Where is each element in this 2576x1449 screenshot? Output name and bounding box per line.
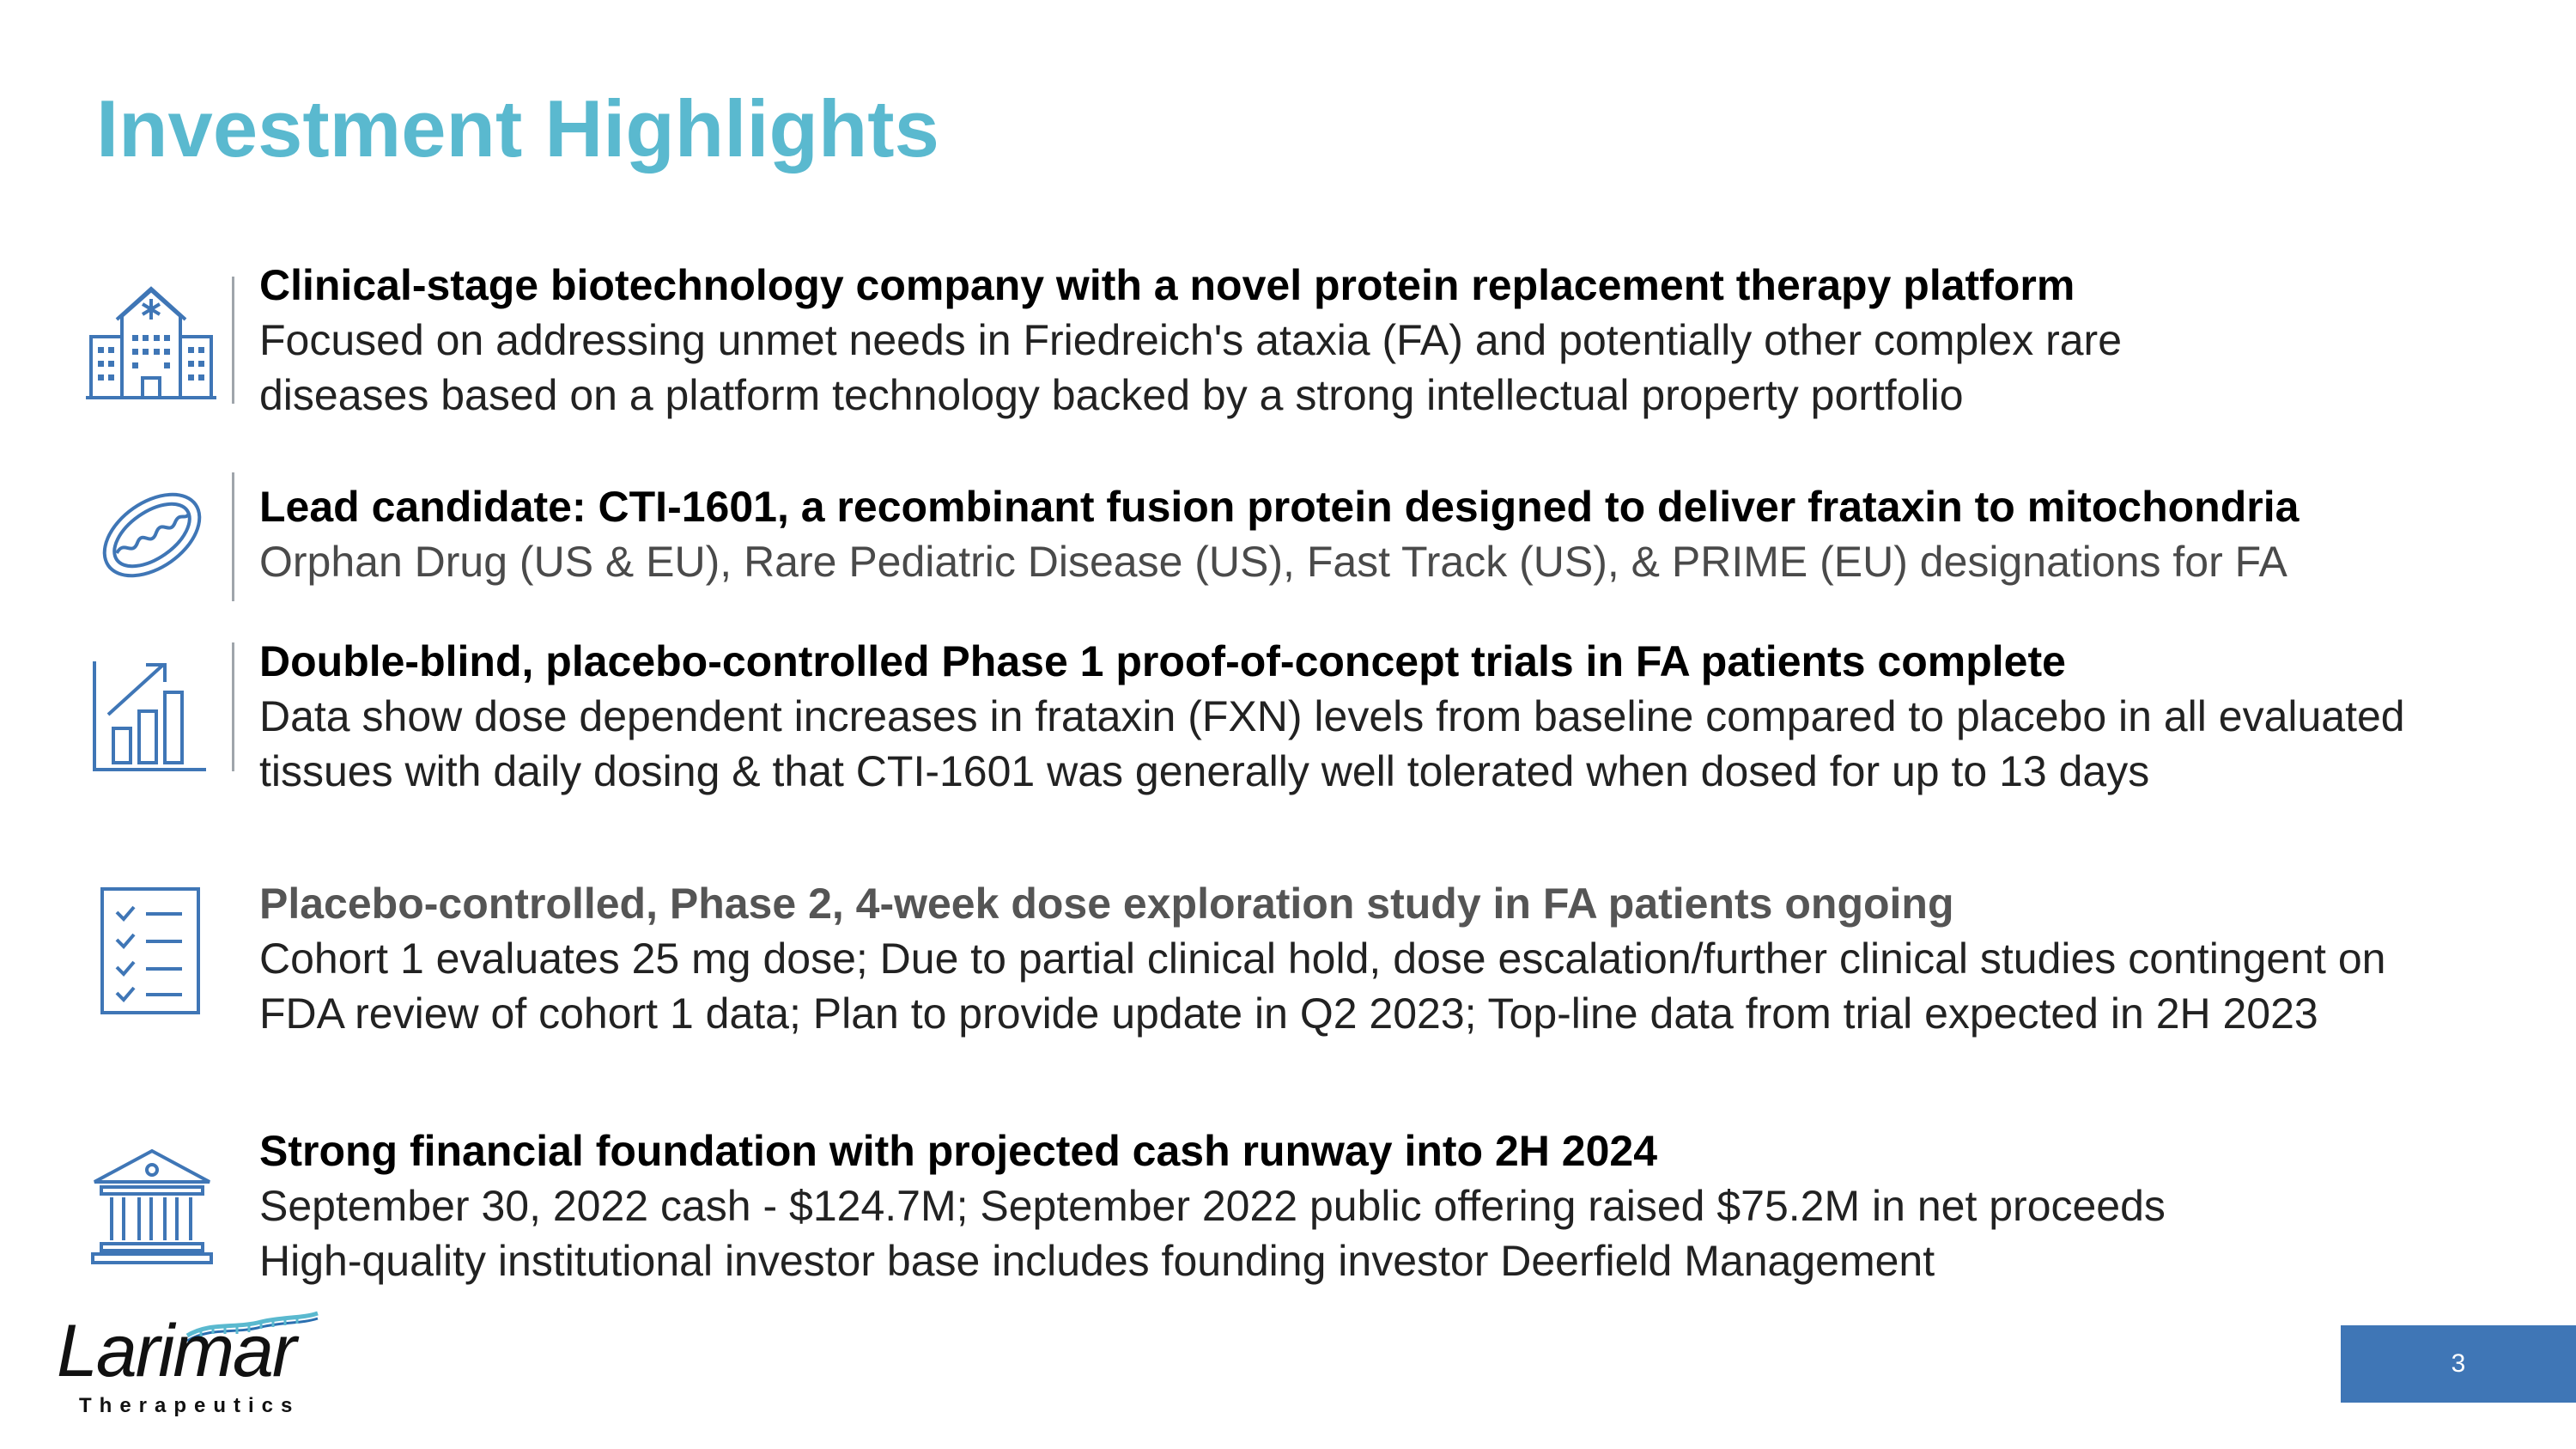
highlight-heading: Placebo-controlled, Phase 2, 4-week dose exploration study in FA patients ongoing xyxy=(259,880,1954,928)
hospital-icon xyxy=(82,275,220,399)
highlight-heading: Double-blind, placebo-controlled Phase 1 proof-of-concept trials in FA patients complete xyxy=(259,637,2066,685)
highlight-line: FDA review of cohort 1 data; Plan to provide update in Q2 2023; Top-line data from trial expected in 2H 2023 xyxy=(259,989,2318,1038)
row-divider xyxy=(232,642,234,771)
logo-subtitle: Therapeutics xyxy=(79,1394,301,1417)
highlight-line: tissues with daily dosing & that CTI-1601 was generally well tolerated when dosed for up to 13 days xyxy=(259,747,2150,795)
slide-title: Investment Highlights xyxy=(96,83,939,174)
page-number-box xyxy=(2341,1325,2576,1403)
highlight-line: High-quality institutional investor base includes founding investor Deerfield Management xyxy=(259,1237,1935,1285)
page-number: 3 xyxy=(2451,1349,2466,1378)
highlight-line: Focused on addressing unmet needs in Friedreich's ataxia (FA) and potentially other complex rare xyxy=(259,316,2123,364)
row-divider xyxy=(232,277,234,404)
checklist-icon xyxy=(100,886,201,1015)
highlight-text xyxy=(259,258,2576,423)
highlight-line: Orphan Drug (US & EU), Rare Pediatric Disease (US), Fast Track (US), & PRIME (EU) designations for FA xyxy=(259,538,2287,586)
highlight-line: September 30, 2022 cash - $124.7M; September 2022 public offering raised $75.2M in net proceeds xyxy=(259,1182,2166,1230)
row-divider xyxy=(232,472,234,601)
highlight-text xyxy=(259,479,2576,589)
highlight-heading: Lead candidate: CTI-1601, a recombinant fusion protein designed to deliver frataxin to mitochondria xyxy=(259,483,2300,531)
larimar-logo xyxy=(57,1310,323,1417)
highlight-heading: Strong financial foundation with projected cash runway into 2H 2024 xyxy=(259,1127,1658,1175)
bank-icon xyxy=(89,1148,215,1268)
logo-wordmark: Larimar xyxy=(57,1310,295,1392)
highlight-heading: Clinical-stage biotechnology company with a novel protein replacement therapy platform xyxy=(259,261,2075,309)
highlight-line: Data show dose dependent increases in frataxin (FXN) levels from baseline compared to placebo in all evaluated xyxy=(259,692,2405,740)
highlight-line: diseases based on a platform technology backed by a strong intellectual property portfolio xyxy=(259,371,1964,419)
highlight-line: Cohort 1 evaluates 25 mg dose; Due to partial clinical hold, dose escalation/further clinical studies contingent on xyxy=(259,935,2386,983)
highlight-text xyxy=(259,634,2576,799)
mitochondria-icon xyxy=(94,479,210,591)
bar-chart-growth-icon xyxy=(91,660,208,773)
highlight-text xyxy=(259,876,2576,1041)
highlight-text xyxy=(259,1123,2576,1288)
